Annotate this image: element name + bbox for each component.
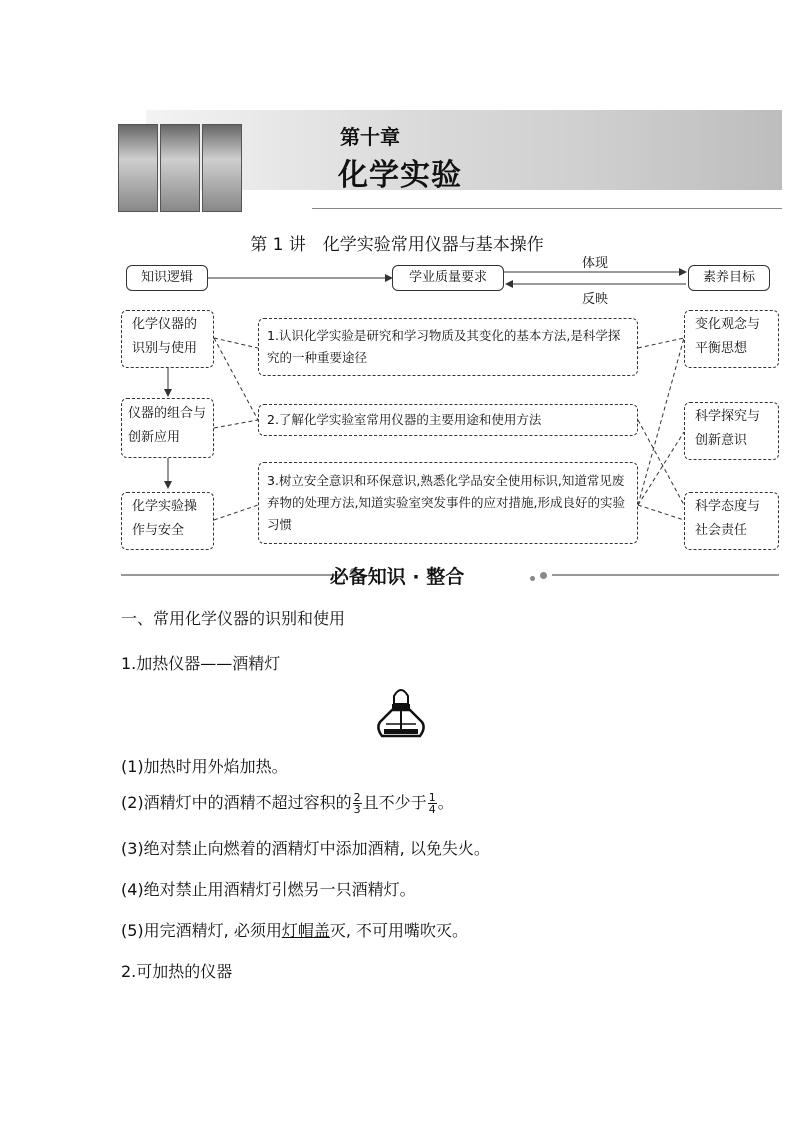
lamp-rule-1: (1)加热时用外焰加热。 [121, 757, 288, 776]
lamp-rule-2-text: 。 [437, 793, 454, 812]
divider-dot [540, 572, 547, 579]
alcohol-lamp-icon [370, 682, 432, 744]
goal-inquiry-innovation: 科学探究与创新意识 [684, 402, 779, 460]
left-item-instrument-id: 化学仪器的识别与使用 [121, 310, 214, 368]
goal-change-balance: 变化观念与平衡思想 [684, 310, 779, 368]
mirror-label: 反映 [582, 292, 609, 307]
fraction-denominator: 4 [428, 803, 436, 816]
chapter-title: 化学实验 [338, 158, 462, 193]
chapter-number: 第十章 [340, 125, 400, 149]
knowledge-logic-box: 知识逻辑 [126, 265, 208, 291]
section-divider-title: 必备知识 · 整合 [329, 566, 465, 588]
lamp-rule-5 [121, 918, 468, 941]
left-item-safety: 化学实验操作与安全 [121, 492, 214, 550]
fraction-one-quarter [428, 792, 437, 815]
subheading-heating: 1.加热仪器——酒精灯 [121, 654, 281, 673]
requirement-1: 1.认识化学实验是研究和学习物质及其变化的基本方法,是科学探究的一种重要途径 [258, 318, 638, 376]
lesson-title: 第 1 讲 化学实验常用仪器与基本操作 [250, 235, 544, 255]
lamp-rule-4: (4)绝对禁止用酒精灯引燃另一只酒精灯。 [121, 880, 416, 899]
subheading-heatable: 2.可加热的仪器 [121, 962, 233, 981]
fraction-two-thirds [353, 792, 362, 815]
lamp-rule-2-text: 且不少于 [362, 793, 427, 812]
lamp-rule-2 [121, 790, 454, 815]
lamp-rule-5-answer: 灯帽盖 [281, 921, 330, 940]
divider-line-right [552, 574, 779, 576]
lamp-rule-5-text: (5)用完酒精灯, 必须用 [121, 921, 282, 940]
requirement-3: 3.树立安全意识和环保意识,熟悉化学品安全使用标识,知道常见废弃物的处理方法,知道实验室突发事件的应对措施,形成良好的实验习惯 [258, 462, 638, 544]
section-heading: 一、常用化学仪器的识别和使用 [121, 609, 346, 628]
quality-requirements-box: 学业质量要求 [392, 265, 504, 291]
goal-attitude-responsibility: 科学态度与社会责任 [684, 492, 779, 550]
lamp-rule-5-text: 灭, 不可用嘴吹灭。 [329, 921, 469, 940]
fraction-denominator: 3 [353, 803, 361, 816]
fraction-numerator: 2 [353, 791, 361, 804]
literacy-goals-box: 素养目标 [688, 265, 770, 291]
fraction-numerator: 1 [428, 791, 436, 804]
reflect-label: 体现 [582, 256, 609, 271]
lamp-rule-3: (3)绝对禁止向燃着的酒精灯中添加酒精, 以免失火。 [121, 839, 490, 858]
requirement-2: 2.了解化学实验室常用仪器的主要用途和使用方法 [258, 404, 638, 436]
lamp-rule-2-text: (2)酒精灯中的酒精不超过容积的 [121, 793, 352, 812]
divider-dot [530, 576, 535, 581]
left-item-combination: 仪器的组合与创新应用 [121, 398, 214, 458]
